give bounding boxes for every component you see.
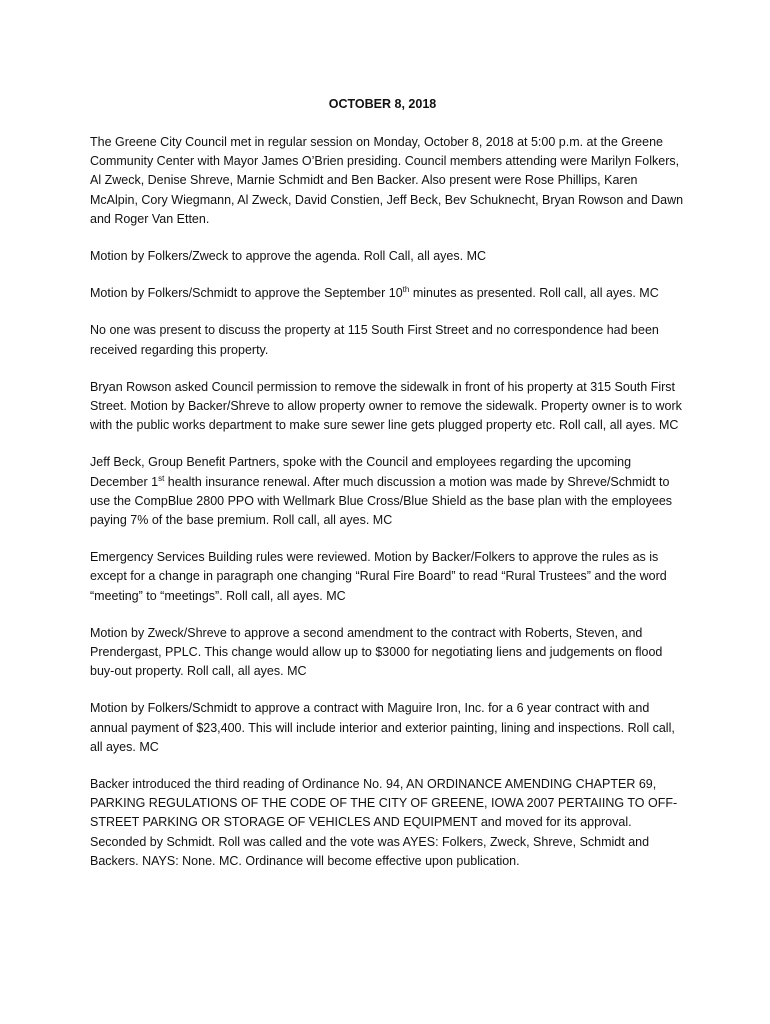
- paragraph-minutes-motion: [90, 284, 685, 303]
- document-title: OCTOBER 8, 2018: [328, 97, 437, 111]
- paragraph-contract-amendment-motion: Motion by Zweck/Shreve to approve a second amendment to the contract with Roberts, Steven, and Prendergast, PPLC. This change would allow up to $3000 for negotiating liens and judgements on flood buy-out property. Roll call, all ayes. MC: [90, 625, 663, 679]
- insurance-text-before: Jeff Beck, Group Benefit Partners, spoke with the Council and employees regarding the upcoming December 1: [90, 455, 632, 489]
- paragraph-emergency-rules-motion: Emergency Services Building rules were reviewed. Motion by Backer/Folkers to approve the rules as is except for a change in paragraph one changing “Rural Fire Board” to read “Rural Trustees” and the word “meeting” to “meetings”. Roll call, all ayes. MC: [90, 550, 667, 603]
- minutes-motion-ordinal: th: [402, 285, 410, 295]
- insurance-ordinal: st: [158, 473, 165, 483]
- paragraph-property-discussion: No one was present to discuss the property at 115 South First Street and no correspondence had been received regarding this property.: [90, 323, 659, 357]
- paragraph-ordinance-reading: Backer introduced the third reading of Ordinance No. 94, AN ORDINANCE AMENDING CHAPTER 69, PARKING REGULATIONS OF THE CODE OF THE CITY OF GREENE, IOWA 2007 PERTAIING TO OFF-STREET PARKING OR STORAGE OF VEHICLES AND EQUIPMENT and moved for its approval. Seconded by Schmidt. Roll was called and the vote was AYES: Folkers, Zweck, Shreve, Schmidt and Backers. NAYS: None. MC. Ordinance will become effective upon publication.: [90, 777, 678, 868]
- paragraph-agenda-motion: Motion by Folkers/Zweck to approve the agenda. Roll Call, all ayes. MC: [90, 249, 487, 264]
- paragraph-insurance-motion: [90, 453, 685, 530]
- minutes-motion-text-before: Motion by Folkers/Schmidt to approve the September 10: [90, 286, 403, 301]
- paragraph-meeting-intro: The Greene City Council met in regular session on Monday, October 8, 2018 at 5:00 p.m. at the Greene Community Center with Mayor James O’Brien presiding. Council members attending were Marilyn Folkers, Al Zweck, Denise Shreve, Marnie Schmidt and Ben Backer. Also present were Rose Phillips, Karen McAlpin, Cory Wiegmann, Al Zweck, David Constien, Jeff Beck, Bev Schuknecht, Bryan Rowson and Dawn and Roger Van Etten.: [90, 135, 684, 226]
- minutes-motion-text-after: minutes as presented. Roll call, all ayes. MC: [409, 286, 659, 301]
- document-page: [90, 95, 685, 889]
- paragraph-maguire-contract-motion: Motion by Folkers/Schmidt to approve a contract with Maguire Iron, Inc. for a 6 year contract with and annual payment of $23,400. This will include interior and exterior painting, lining and inspections. Roll call, all ayes. MC: [90, 701, 675, 754]
- paragraph-sidewalk-motion: Bryan Rowson asked Council permission to remove the sidewalk in front of his property at 315 South First Street. Motion by Backer/Shreve to allow property owner to remove the sidewalk. Property owner is to work with the public works department to make sure sewer line gets plugged property etc. Roll call, all ayes. MC: [90, 379, 682, 433]
- insurance-text-after: health insurance renewal. After much discussion a motion was made by Shreve/Schmidt to use the CompBlue 2800 PPO with Wellmark Blue Cross/Blue Shield as the base plan with the employees paying 7% of the base premium. Roll call, all ayes. MC: [90, 474, 673, 528]
